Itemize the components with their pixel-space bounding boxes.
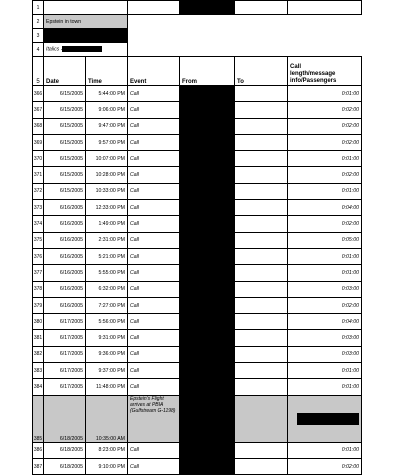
column-header-length-line3: info/Passengers xyxy=(290,78,337,84)
table-row xyxy=(33,167,362,183)
row-number: 373 xyxy=(33,200,44,216)
redaction-block xyxy=(180,297,235,313)
date-cell: 6/17/2005 xyxy=(44,379,86,395)
date-cell: 6/15/2005 xyxy=(44,167,86,183)
to-cell xyxy=(235,134,288,150)
table-row xyxy=(33,458,362,474)
to-cell xyxy=(235,102,288,118)
header-cell xyxy=(128,1,180,15)
row-number: 387 xyxy=(33,458,44,474)
length-cell: 0:04:00 xyxy=(288,200,362,216)
redaction-block xyxy=(180,102,235,118)
time-cell: 2:31:00 PM xyxy=(86,232,128,248)
spreadsheet xyxy=(32,0,362,475)
table-row xyxy=(33,314,362,330)
table-row xyxy=(33,200,362,216)
event-cell: Call xyxy=(128,281,180,297)
column-header-length-line1: Call xyxy=(290,64,302,70)
date-cell: 6/16/2005 xyxy=(44,216,86,232)
to-cell xyxy=(235,330,288,346)
length-cell: 0:02:00 xyxy=(288,297,362,313)
table-row xyxy=(33,363,362,379)
event-cell: Call xyxy=(128,134,180,150)
event-cell: Call xyxy=(128,248,180,264)
table-row xyxy=(33,265,362,281)
length-cell: 0:01:00 xyxy=(288,183,362,199)
column-header-event: Event xyxy=(128,57,180,86)
time-cell: 9:31:00 PM xyxy=(86,330,128,346)
length-cell: 0:02:00 xyxy=(288,102,362,118)
event-cell: Call xyxy=(128,216,180,232)
date-cell: 6/15/2005 xyxy=(44,86,86,102)
redaction-block xyxy=(180,314,235,330)
redaction-block xyxy=(180,86,235,102)
event-cell: Call xyxy=(128,330,180,346)
date-cell: 6/16/2005 xyxy=(44,265,86,281)
header-row-2 xyxy=(33,15,362,29)
row-number: 371 xyxy=(33,167,44,183)
redaction-block xyxy=(180,200,235,216)
date-cell: 6/17/2005 xyxy=(44,314,86,330)
legend-italics xyxy=(44,43,128,57)
row-number: 377 xyxy=(33,265,44,281)
row-number: 383 xyxy=(33,363,44,379)
time-cell: 12:33:00 PM xyxy=(86,200,128,216)
date-cell: 6/15/2005 xyxy=(44,151,86,167)
length-cell: 0:01:00 xyxy=(288,86,362,102)
row-number: 379 xyxy=(33,297,44,313)
redaction-block xyxy=(180,1,235,15)
call-log-table xyxy=(32,0,362,475)
event-cell: Call xyxy=(128,379,180,395)
to-cell xyxy=(235,183,288,199)
legend-epstein-in-town: Epstein in town xyxy=(44,15,128,29)
to-cell xyxy=(235,363,288,379)
row-number: 1 xyxy=(33,1,44,15)
to-cell xyxy=(235,379,288,395)
time-cell: 10:07:00 PM xyxy=(86,151,128,167)
row-number: 2 xyxy=(33,15,44,29)
time-cell: 9:36:00 PM xyxy=(86,346,128,362)
to-cell xyxy=(235,458,288,474)
date-cell: 6/18/2005 xyxy=(44,458,86,474)
event-cell: Call xyxy=(128,86,180,102)
table-row xyxy=(33,134,362,150)
redaction-block xyxy=(180,183,235,199)
date-cell: 6/15/2005 xyxy=(44,118,86,134)
header-cell xyxy=(235,1,288,15)
row-number: 370 xyxy=(33,151,44,167)
blank-cell xyxy=(128,15,362,29)
header-row-1 xyxy=(33,1,362,15)
column-header-from: From xyxy=(180,57,235,86)
event-cell: Call xyxy=(128,265,180,281)
event-cell: Call xyxy=(128,363,180,379)
row-number: 386 xyxy=(33,442,44,458)
row-number: 380 xyxy=(33,314,44,330)
row-number: 366 xyxy=(33,86,44,102)
table-row xyxy=(33,442,362,458)
length-cell: 0:02:00 xyxy=(288,216,362,232)
row-number: 367 xyxy=(33,102,44,118)
redaction-block xyxy=(180,265,235,281)
row-number: 372 xyxy=(33,183,44,199)
redaction-block xyxy=(180,395,235,442)
table-row xyxy=(33,232,362,248)
date-cell: 6/15/2005 xyxy=(44,102,86,118)
to-cell xyxy=(235,216,288,232)
time-cell: 11:48:00 PM xyxy=(86,379,128,395)
time-cell: 6:32:00 PM xyxy=(86,281,128,297)
length-cell: 0:01:00 xyxy=(288,363,362,379)
call-rows xyxy=(33,86,362,475)
redaction-block xyxy=(44,29,128,43)
length-cell: 0:03:00 xyxy=(288,330,362,346)
row-number: 385 xyxy=(33,395,44,442)
redaction-block xyxy=(180,281,235,297)
table-row xyxy=(33,248,362,264)
time-cell: 5:55:00 PM xyxy=(86,265,128,281)
redaction-block xyxy=(180,363,235,379)
blank-cell xyxy=(128,29,362,43)
column-header-time: Time xyxy=(86,57,128,86)
to-cell xyxy=(235,167,288,183)
to-cell xyxy=(235,442,288,458)
passengers-cell xyxy=(288,395,362,442)
date-cell: 6/18/2005 xyxy=(44,442,86,458)
to-cell xyxy=(235,232,288,248)
row-number: 382 xyxy=(33,346,44,362)
time-cell: 9:47:00 PM xyxy=(86,118,128,134)
length-cell: 0:02:00 xyxy=(288,167,362,183)
redaction-block xyxy=(297,413,359,425)
date-cell: 6/16/2005 xyxy=(44,232,86,248)
time-cell: 9:06:00 PM xyxy=(86,102,128,118)
row-number: 381 xyxy=(33,330,44,346)
event-cell: Call xyxy=(128,442,180,458)
length-cell: 0:01:00 xyxy=(288,442,362,458)
flight-row xyxy=(33,395,362,442)
length-cell: 0:01:00 xyxy=(288,248,362,264)
table-row xyxy=(33,281,362,297)
header-row-3 xyxy=(33,29,362,43)
length-cell: 0:02:00 xyxy=(288,134,362,150)
to-cell xyxy=(235,265,288,281)
row-number: 4 xyxy=(33,43,44,57)
time-cell: 9:10:00 PM xyxy=(86,458,128,474)
event-cell: Call xyxy=(128,167,180,183)
to-cell xyxy=(235,200,288,216)
legend-italics-label: Italics - xyxy=(46,46,63,53)
to-cell xyxy=(235,118,288,134)
date-cell: 6/17/2005 xyxy=(44,346,86,362)
time-cell: 8:23:00 PM xyxy=(86,442,128,458)
row-number: 368 xyxy=(33,118,44,134)
time-cell: 5:56:00 PM xyxy=(86,314,128,330)
time-cell: 10:28:00 PM xyxy=(86,167,128,183)
date-cell: 6/16/2005 xyxy=(44,297,86,313)
redaction-block xyxy=(180,167,235,183)
table-row xyxy=(33,216,362,232)
length-cell: 0:02:00 xyxy=(288,458,362,474)
date-cell: 6/16/2005 xyxy=(44,200,86,216)
date-cell: 6/16/2005 xyxy=(44,248,86,264)
header-cell xyxy=(44,1,128,15)
table-row xyxy=(33,297,362,313)
redaction-block xyxy=(180,248,235,264)
table-row xyxy=(33,330,362,346)
redaction-block xyxy=(180,379,235,395)
date-cell: 6/15/2005 xyxy=(44,183,86,199)
row-number: 384 xyxy=(33,379,44,395)
table-row xyxy=(33,151,362,167)
to-cell xyxy=(235,297,288,313)
length-cell: 0:05:00 xyxy=(288,232,362,248)
row-number: 3 xyxy=(33,29,44,43)
event-cell: Call xyxy=(128,102,180,118)
length-cell: 0:04:00 xyxy=(288,314,362,330)
redaction-block xyxy=(180,458,235,474)
row-number: 369 xyxy=(33,134,44,150)
row-number: 376 xyxy=(33,248,44,264)
time-cell: 10:33:00 PM xyxy=(86,183,128,199)
table-row xyxy=(33,118,362,134)
length-cell: 0:03:00 xyxy=(288,346,362,362)
row-number: 375 xyxy=(33,232,44,248)
length-cell: 0:01:00 xyxy=(288,265,362,281)
date-cell: 6/16/2005 xyxy=(44,281,86,297)
redaction-block xyxy=(180,442,235,458)
time-cell: 1:49:00 PM xyxy=(86,216,128,232)
redaction-block xyxy=(180,118,235,134)
date-cell: 6/18/2005 xyxy=(44,395,86,442)
date-cell: 6/17/2005 xyxy=(44,330,86,346)
row-number: 374 xyxy=(33,216,44,232)
event-cell: Call xyxy=(128,183,180,199)
column-header-length xyxy=(288,57,362,86)
event-cell: Call xyxy=(128,118,180,134)
header-row-4 xyxy=(33,43,362,57)
to-cell xyxy=(235,395,288,442)
column-header-length-line2: length/message xyxy=(290,71,336,77)
event-cell: Call xyxy=(128,314,180,330)
redaction-block xyxy=(180,216,235,232)
to-cell xyxy=(235,346,288,362)
time-cell: 9:37:00 PM xyxy=(86,363,128,379)
table-row xyxy=(33,102,362,118)
row-number: 378 xyxy=(33,281,44,297)
table-row xyxy=(33,86,362,102)
length-cell: 0:01:00 xyxy=(288,151,362,167)
blank-cell xyxy=(128,43,362,57)
length-cell: 0:02:00 xyxy=(288,118,362,134)
header-cell xyxy=(288,1,362,15)
to-cell xyxy=(235,314,288,330)
to-cell xyxy=(235,151,288,167)
time-cell: 7:27:00 PM xyxy=(86,297,128,313)
table-row xyxy=(33,379,362,395)
time-cell: 10:35:00 AM xyxy=(86,395,128,442)
redaction-block xyxy=(180,232,235,248)
date-cell: 6/17/2005 xyxy=(44,363,86,379)
to-cell xyxy=(235,281,288,297)
time-cell: 9:57:00 PM xyxy=(86,134,128,150)
column-header-row xyxy=(33,57,362,86)
length-cell: 0:03:00 xyxy=(288,281,362,297)
event-cell: Call xyxy=(128,151,180,167)
redaction-block xyxy=(180,346,235,362)
redaction-block xyxy=(62,46,102,52)
column-header-to: To xyxy=(235,57,288,86)
event-cell: Call xyxy=(128,297,180,313)
redaction-block xyxy=(180,151,235,167)
event-cell: Call xyxy=(128,458,180,474)
to-cell xyxy=(235,248,288,264)
event-cell: Call xyxy=(128,200,180,216)
date-cell: 6/15/2005 xyxy=(44,134,86,150)
flight-event-cell: Epstein's Flight arrives at PBIA (Gulfstream G-1198) xyxy=(128,395,180,442)
to-cell xyxy=(235,86,288,102)
event-cell: Call xyxy=(128,232,180,248)
row-number: 5 xyxy=(33,57,44,86)
redaction-block xyxy=(180,134,235,150)
time-cell: 5:44:00 PM xyxy=(86,86,128,102)
event-cell: Call xyxy=(128,346,180,362)
length-cell: 0:01:00 xyxy=(288,379,362,395)
redaction-block xyxy=(180,330,235,346)
table-row xyxy=(33,346,362,362)
column-header-date: Date xyxy=(44,57,86,86)
table-row xyxy=(33,183,362,199)
time-cell: 5:21:00 PM xyxy=(86,248,128,264)
